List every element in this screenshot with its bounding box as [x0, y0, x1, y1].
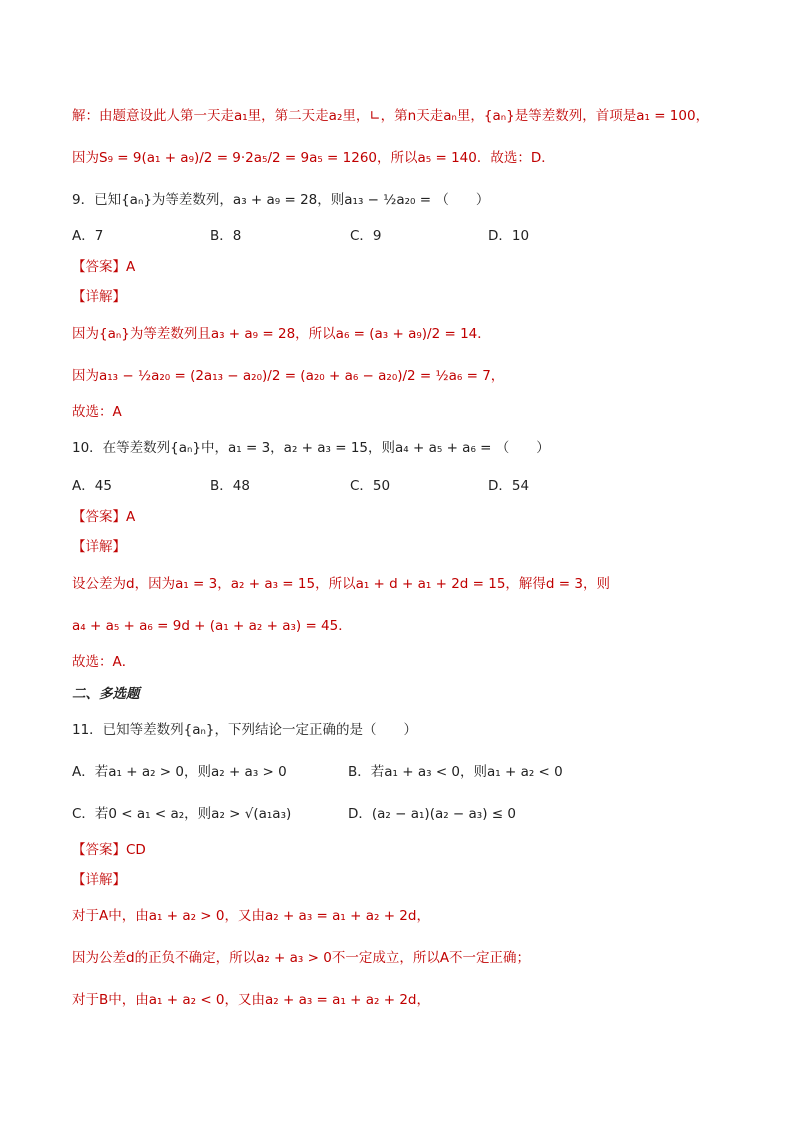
- question-11: 11．已知等差数列{aₙ}，下列结论一定正确的是（ ）: [72, 722, 418, 738]
- q10-option-b: B．48: [210, 478, 250, 494]
- q10-solution-2: a₄ + a₅ + a₆ = 9d + (a₁ + a₂ + a₃) = 45．: [72, 618, 352, 634]
- q9-solution-3: 故选：A: [72, 404, 122, 420]
- q11-option-b: B．若a₁ + a₃ < 0，则a₁ + a₂ < 0: [348, 764, 563, 780]
- q9-option-b: B．8: [210, 228, 242, 244]
- section-heading-multiple-choice: 二、多选题: [72, 686, 140, 702]
- q10-option-c: C．50: [350, 478, 391, 494]
- q10-solution-1: 设公差为d，因为a₁ = 3，a₂ + a₃ = 15，所以a₁ + d + a₁ + 2d = 15，解得d = 3，则: [72, 576, 610, 592]
- q11-option-a: A．若a₁ + a₂ > 0，则a₂ + a₃ > 0: [72, 764, 287, 780]
- q9-detail-heading: 【详解】: [72, 289, 126, 305]
- question-10-options: [72, 476, 529, 496]
- q9-answer: 【答案】A: [72, 259, 136, 275]
- solution-line-1: 解：由题意设此人第一天走a₁里，第二天走a₂里，∟，第n天走aₙ里，{aₙ}是等差数列，首项是a₁ = 100，: [72, 108, 710, 124]
- q10-option-d: D．54: [488, 478, 530, 494]
- q11-answer: 【答案】CD: [72, 842, 146, 858]
- q11-option-c: C．若0 < a₁ < a₂，则a₂ > √(a₁a₃): [72, 806, 292, 822]
- q10-option-a: A．45: [72, 478, 112, 494]
- q10-answer: 【答案】A: [72, 509, 136, 525]
- question-10: 10．在等差数列{aₙ}中，a₁ = 3，a₂ + a₃ = 15，则a₄ + a₅ + a₆ = （ ）: [72, 440, 550, 456]
- q11-solution-1: 对于A中，由a₁ + a₂ > 0，又由a₂ + a₃ = a₁ + a₂ + 2d，: [72, 908, 430, 924]
- q9-solution-1: 因为{aₙ}为等差数列且a₃ + a₉ = 28，所以a₆ = (a₃ + a₉)/2 = 14．: [72, 326, 491, 342]
- q11-solution-2: 因为公差d的正负不确定，所以a₂ + a₃ > 0不一定成立，所以A不一定正确；: [72, 950, 531, 966]
- q9-option-c: C．9: [350, 228, 382, 244]
- q11-option-d: D．(a₂ − a₁)(a₂ − a₃) ≤ 0: [348, 806, 516, 822]
- q10-solution-3: 故选：A．: [72, 654, 136, 670]
- q9-option-d: D．10: [488, 228, 530, 244]
- question-9: 9．已知{aₙ}为等差数列，a₃ + a₉ = 28，则a₁₃ − ½a₂₀ = （ ）: [72, 192, 490, 208]
- question-9-options: [72, 226, 529, 246]
- q9-solution-2: 因为a₁₃ − ½a₂₀ = (2a₁₃ − a₂₀)/2 = (a₂₀ + a₆ − a₂₀)/2 = ½a₆ = 7，: [72, 368, 505, 384]
- q11-solution-3: 对于B中，由a₁ + a₂ < 0，又由a₂ + a₃ = a₁ + a₂ + 2d，: [72, 992, 430, 1008]
- q9-option-a: A．7: [72, 228, 104, 244]
- q10-detail-heading: 【详解】: [72, 539, 126, 555]
- q11-detail-heading: 【详解】: [72, 872, 126, 888]
- solution-line-2: 因为S₉ = 9(a₁ + a₉)/2 = 9·2a₅/2 = 9a₅ = 1260，所以a₅ = 140．故选：D．: [72, 150, 555, 166]
